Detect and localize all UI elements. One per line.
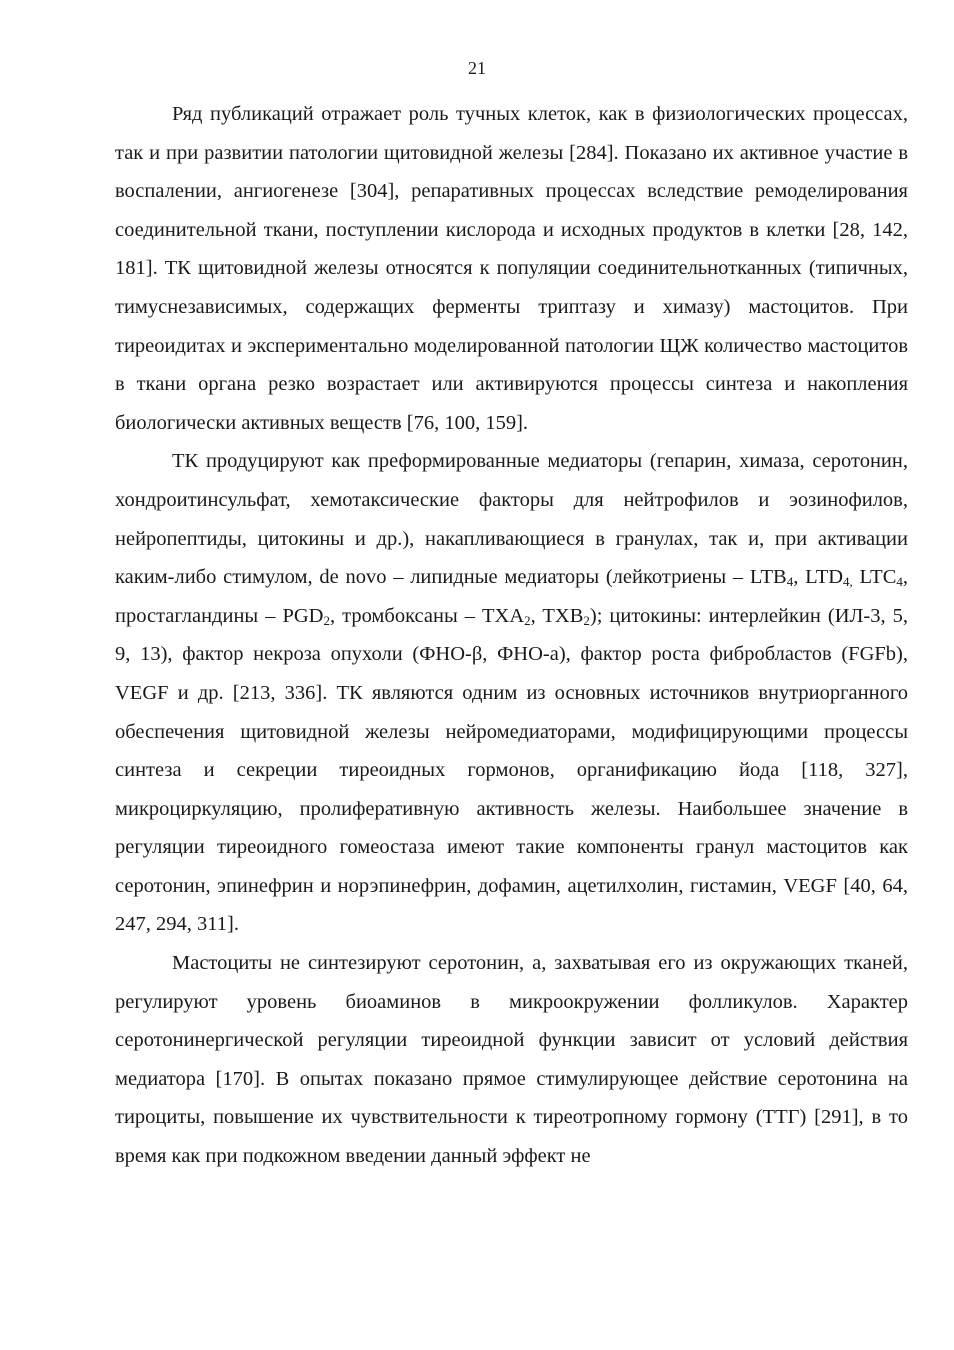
subscript: 2 [524, 612, 531, 628]
text-run: Ряд публикаций отражает роль тучных клеток, как в физиологических процессах, так и при развитии патологии щитовидной железы [284]. Показано их активное участие в воспалении, ангиогенезе [304], репаративных процессах вследствие ремоделирования соединительной ткани, поступлении кислорода и исходных продуктов в клетки [28, 142, 181]. ТК щитовидной железы относятся к популяции соединительнотканных (типичных, тимуснезависимых, содержащих ферменты триптазу и химазу) мастоцитов. При тиреоидитах и экспериментально моделированной патологии ЩЖ количество мастоцитов в ткани органа резко возрастает или активируются процессы синтеза и накопления биологически активных веществ [76, 100, 159]. [115, 103, 908, 434]
subscript: 4, [843, 574, 853, 590]
body-text [115, 95, 908, 1176]
subscript: 2 [323, 612, 330, 628]
text-run: , LTD [793, 566, 844, 589]
paragraph-serotonin [115, 944, 908, 1176]
subscript: 4 [896, 574, 903, 590]
text-run: ТК продуцируют как преформированные медиаторы (гепарин, химаза, серотонин, хондроитинсульфат, хемотаксические факторы для нейтрофилов и эозинофилов, нейропептиды, цитокины и др.), накапливающиеся в гранулах, так и, при активации каким-либо стимулом, de novo – липидные медиаторы (лейкотриены – LTB [115, 450, 908, 589]
text-run: , тромбоксаны – TXA [329, 604, 525, 627]
text-run: , TXB [530, 604, 584, 627]
text-run: LTC [852, 566, 897, 589]
page-number: 21 [468, 58, 486, 78]
text-run: ); цитокины: интерлейкин (ИЛ-3, 5, 9, 13), фактор некроза опухоли (ФНО-β, ФНО-a), фактор роста фибробластов (FGFb), VEGF и др. [213, 336]. ТК являются одним из основных источников внутриорганного обеспечения щитовидной железы нейромедиаторами, модифицирующими процессы синтеза и секреции тиреоидных гормонов, органификацию йода [118, 327], микроциркуляцию, пролиферативную активность железы. Наибольшее значение в регуляции тиреоидного гомеостаза имеют такие компоненты гранул мастоцитов как серотонин, эпинефрин и норэпинефрин, дофамин, ацетилхолин, гистамин, VEGF [40, 64, 247, 294, 311]. [115, 604, 908, 936]
paragraph-mediatory [115, 442, 908, 944]
subscript: 2 [583, 612, 590, 628]
subscript: 4 [786, 574, 794, 590]
text-run: , простагландины – PGD [115, 566, 908, 627]
paragraph-tucnye-kletki [115, 95, 908, 442]
text-run: Мастоциты не синтезируют серотонин, а, захватывая его из окружающих тканей, регулируют уровень биоаминов в микроокружении фолликулов. Характер серотонинергической регуляции тиреоидной функции зависит от условий действия медиатора [170]. В опытах показано прямое стимулирующее действие серотонина на тироциты, повышение их чувствительности к тиреотропному гормону (ТТГ) [291], в то время как при подкожном введении данный эффект не [115, 952, 908, 1168]
